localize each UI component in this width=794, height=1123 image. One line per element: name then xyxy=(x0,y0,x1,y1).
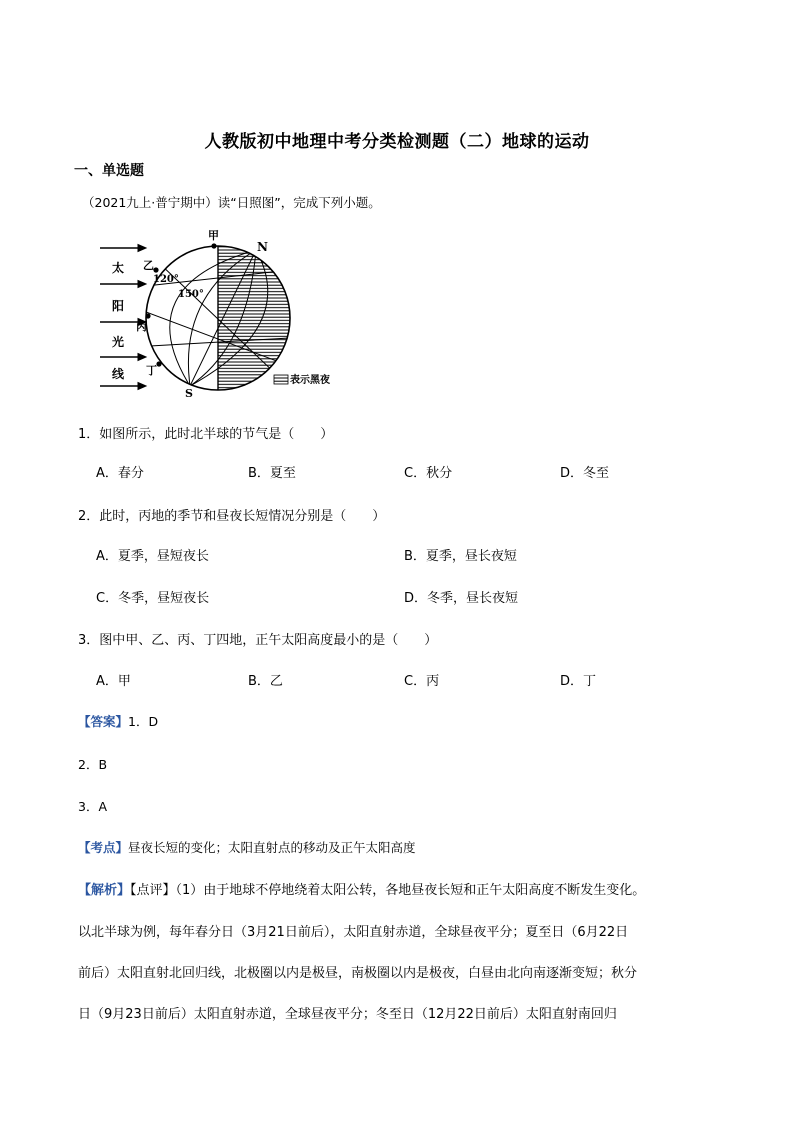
answer-line-1 xyxy=(78,712,158,730)
north-pole-label: N xyxy=(257,240,268,254)
section-heading: 一、单选题 xyxy=(74,163,144,179)
point-ding-label: 丁 xyxy=(146,364,157,377)
q1-option-d: D．冬至 xyxy=(560,466,610,481)
q1-option-a: A．春分 xyxy=(96,466,144,481)
sun-char-4: 线 xyxy=(112,367,125,381)
longitude-120-label: 120° xyxy=(153,274,179,285)
q2-option-a: A．夏季，昼短夜长 xyxy=(96,549,209,564)
kaodian-text: 昼夜长短的变化；太阳直射点的移动及正午太阳高度 xyxy=(128,840,416,855)
night-legend xyxy=(274,373,331,386)
answer-2: 2．B xyxy=(78,757,108,772)
q3-option-d: D．丁 xyxy=(560,674,597,689)
q2-option-d: D．冬季，昼长夜短 xyxy=(404,591,519,606)
question-3-stem: 3．图中甲、乙、丙、丁四地，正午太阳高度最小的是（ ） xyxy=(78,633,438,648)
illumination-diagram xyxy=(98,226,358,398)
q2-option-b: B．夏季，昼长夜短 xyxy=(404,549,517,564)
sun-char-3: 光 xyxy=(112,335,125,349)
page-title: 人教版初中地理中考分类检测题（二）地球的运动 xyxy=(204,132,590,152)
q3-option-a: A．甲 xyxy=(96,674,131,689)
q1-option-c: C．秋分 xyxy=(404,466,453,481)
jiexi-tag: 【解析】 xyxy=(78,883,131,898)
kaodian-line xyxy=(78,838,416,856)
answer-1: 1．D xyxy=(128,714,159,729)
question-2-stem: 2．此时，丙地的季节和昼夜长短情况分别是（ ） xyxy=(78,509,386,524)
jiexi-line-1 xyxy=(78,879,718,898)
sun-char-2: 阳 xyxy=(112,299,125,313)
q3-option-c: C．丙 xyxy=(404,674,440,689)
jiexi-line-2: 以北半球为例，每年春分日（3月21日前后），太阳直射赤道，全球昼夜平分；夏至日（6月22日 xyxy=(78,925,629,940)
kaodian-tag: 【考点】 xyxy=(78,840,129,855)
jiexi-line-3: 前后）太阳直射北回归线，北极圈以内是极昼，南极圈以内是极夜，白昼由北向南逐渐变短；秋分 xyxy=(78,966,638,981)
q2-option-c: C．冬季，昼短夜长 xyxy=(96,591,210,606)
sun-char-1: 太 xyxy=(112,261,125,275)
question-1-stem: 1．如图所示，此时北半球的节气是（ ） xyxy=(78,427,334,442)
point-yi-label: 乙 xyxy=(143,259,154,272)
south-pole-label: S xyxy=(185,387,193,398)
question-intro: （2021九上·普宁期中）读“日照图”，完成下列小题。 xyxy=(82,195,381,210)
answer-tag: 【答案】 xyxy=(78,714,129,729)
jiexi-line-4: 日（9月23日前后）太阳直射赤道，全球昼夜平分；冬至日（12月22日前后）太阳直射南回归 xyxy=(78,1007,617,1022)
point-bing-label: 丙 xyxy=(136,320,147,333)
longitude-150-label: 150° xyxy=(178,289,204,300)
q1-option-b: B．夏至 xyxy=(248,466,296,481)
jiexi-text-1: 【点评】（1）由于地球不停地绕着太阳公转，各地昼夜长短和正午太阳高度不断发生变化。 xyxy=(130,883,646,898)
svg-text:表示黑夜: 表示黑夜 xyxy=(290,375,330,386)
q3-option-b: B．乙 xyxy=(248,674,283,689)
answer-3: 3．A xyxy=(78,799,108,814)
point-jia-label: 甲 xyxy=(208,229,219,242)
